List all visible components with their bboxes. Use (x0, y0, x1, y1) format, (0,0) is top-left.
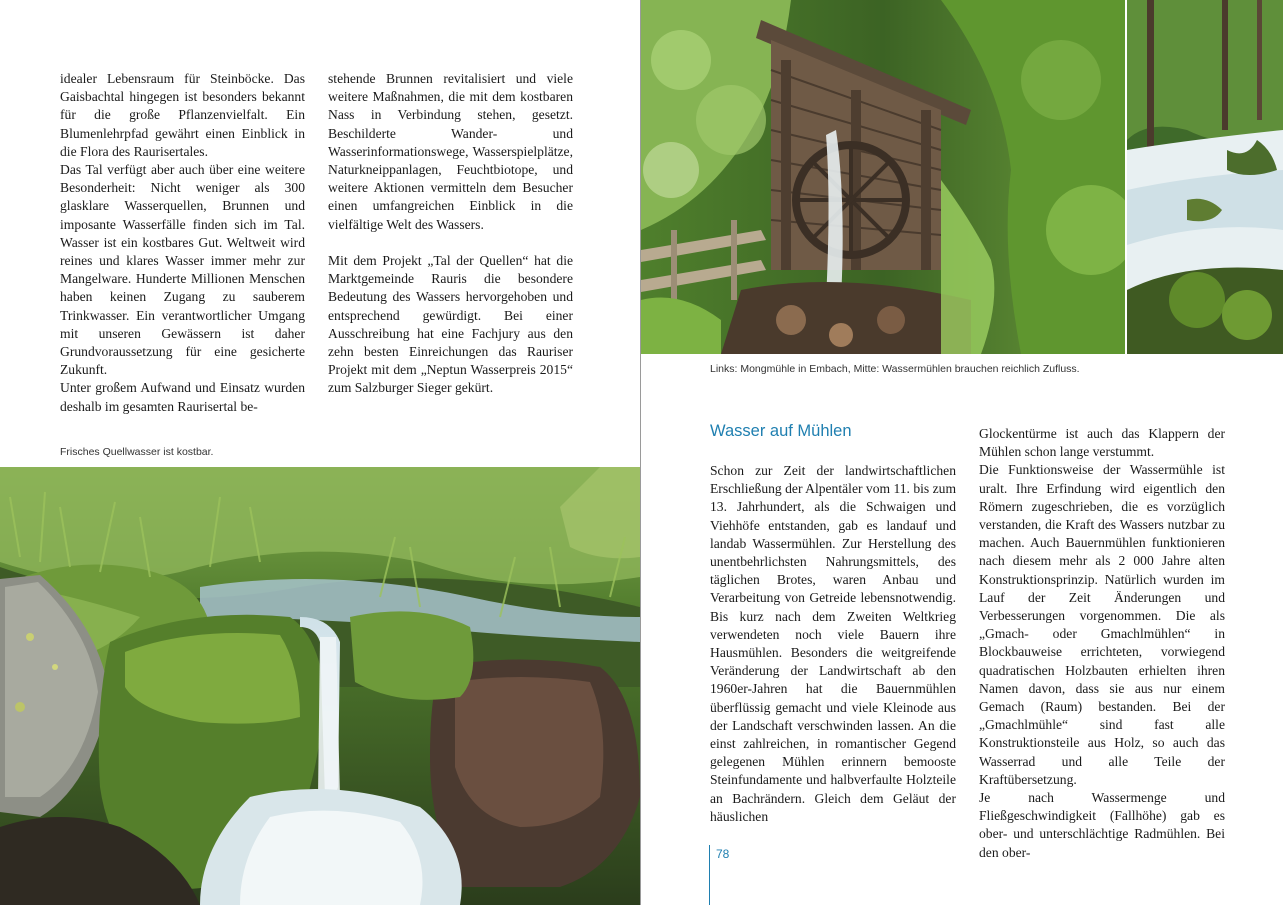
page-number-rule (709, 845, 710, 905)
paragraph: Die Funktionsweise der Wassermühle ist uralt. Ihre Erfindung wird eigentlich den Römern zugeschrieben, die es vorzüglich verstanden, die Kraft des Wassers nutzbar zu machen. Auch Bauernmühlen funktionieren nach diesem mehr als 2 000 Jahre alten Konstruktionsprinzip. Natürlich wurden im Lauf der Zeit Änderungen und Verbesserungen vorgenommen. Die als „Gmach- oder Gmachlmühlen“ in Blockbauweise errichteten, vorwiegend quadratischen Holzbauten erhielten ihren Namen davon, dass sie aus nur einem Gemach (Raum) bestanden. Bei der „Gmachlmühle“ sind fast alle Konstruktionsteile aus Holz, so auch das Wasserrad und alle Teile der Kraftübersetzung. (979, 462, 1225, 787)
photo-caption: Links: Mongmühle in Embach, Mitte: Wassermühlen brauchen reichlich Zufluss. (710, 363, 1080, 375)
left-text-column-1 (60, 70, 305, 416)
page-number: 78 (716, 847, 730, 861)
left-page (0, 0, 640, 905)
paragraph: stehende Brunnen revitalisiert und viele weitere Maßnahmen, die mit dem kostbaren Nass in Verbindung stehen, gesetzt. Beschilderte Wander- und Wasserinformationswege, Wasserspielplätze, Naturkneippanlagen, Feuchtbiotope, und weitere Aktionen vermitteln dem Besucher einen umfangreichen Einblick in die vielfältige Welt des Wassers. (328, 71, 573, 232)
paragraph: Glockentürme ist auch das Klappern der Mühlen schon lange verstummt. (979, 426, 1225, 460)
left-text-column-2 (328, 70, 573, 398)
paragraph: Unter großem Aufwand und Einsatz wurden deshalb im gesamten Raurisertal be- (60, 380, 305, 414)
section-heading: Wasser auf Mühlen (710, 422, 852, 440)
mongmuehle-photo (641, 0, 1125, 354)
paragraph: Das Tal verfügt aber auch über eine weitere Besonderheit: Nicht weniger als 300 glasklare Wasserquellen, Brunnen und imposante Wasserfälle finden sich im Tal. Wasser ist ein kostbares Gut. Weltweit wird reines und klares Wasser immer mehr zur Mangelware. Hunderte Millionen Menschen haben keinen Zugang zu sauberem Trinkwasser. Ein verantwortlicher Umgang mit unseren Gewässern ist daher Grundvoraussetzung für eine gesicherte Zukunft. (60, 162, 305, 378)
spring-water-photo (0, 467, 640, 905)
paragraph: Je nach Wassermenge und Fließgeschwindigkeit (Fallhöhe) gab es ober- und unterschlächtige Radmühlen. Bei den ober- (979, 790, 1225, 860)
right-text-column-2 (979, 425, 1225, 862)
paragraph: Schon zur Zeit der landwirtschaftlichen Erschließung der Alpentäler vom 11. bis zum 13. Jahrhundert, als die Schwaigen und Viehhöfe entstanden, gab es landauf und landab Wassermühlen. Zur Herstellung des unentbehrlichsten Nahrungsmittels, des täglichen Brotes, waren Anbau und Verarbeitung von Getreide lebensnotwendig. Bis kurz nach dem Zweiten Weltkrieg verwendeten noch viele Bauern ihre Hausmühlen. Besonders die weitgreifende Veränderung der Landwirtschaft ab den 1960er-Jahren hat die Bauernmühlen überflüssig gemacht und viele Kleinode aus der Landschaft verschwinden lassen. An die einst zahlreichen, in romantischer Gegend gelegenen Mühlen erinnern bemooste Steinfundamente und halbverfaulte Holzteile an Bachrändern. Gleich dem Geläut der häuslichen (710, 463, 957, 824)
paragraph: Mit dem Projekt „Tal der Quellen“ hat die Marktgemeinde Rauris die besondere Bedeutung des Wassers hervorgehoben und entsprechend gewürdigt. Bei einer Ausschreibung hat eine Fachjury aus den zehn besten Einreichungen das Rauriser Projekt mit dem „Neptun Wasserpreis 2015“ zum Salzburger Sieger gekürt. (328, 253, 573, 396)
right-page (641, 0, 1283, 905)
mountain-stream-photo (1127, 0, 1283, 354)
right-text-column-1 (710, 462, 956, 826)
paragraph: idealer Lebensraum für Steinböcke. Das Gaisbachtal hingegen ist besonders bekannt für die große Pflanzenvielfalt. Ein Blumenlehrpfad gewährt einen Einblick in die Flora des Raurisertales. (60, 71, 305, 159)
photo-caption: Frisches Quellwasser ist kostbar. (60, 446, 214, 458)
